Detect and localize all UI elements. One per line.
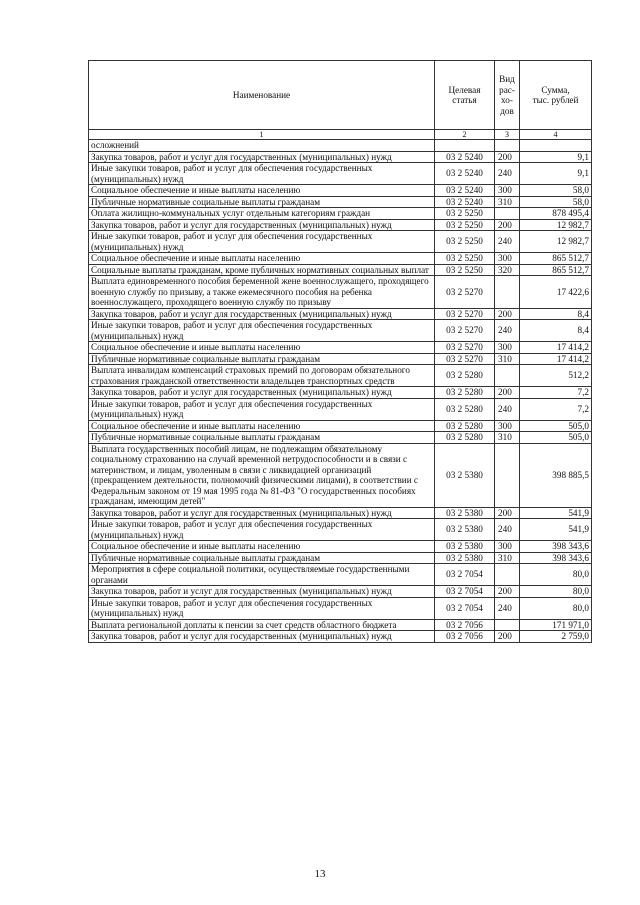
row-sum-cell: 512,2 [520,365,592,387]
column-number-2: 2 [435,130,495,140]
row-type-cell: 240 [495,398,520,420]
row-sum-cell: 17 414,2 [520,342,592,354]
table-row [89,151,592,163]
row-name-cell: Закупка товаров, работ и услуг для государственных (муниципальных) нужд [89,151,435,163]
row-type-cell: 300 [495,420,520,432]
column-number-4: 4 [520,130,592,140]
table-row [89,163,592,185]
row-target-cell: 03 2 5240 [435,163,495,185]
row-name-cell: Иные закупки товаров, работ и услуг для обеспечения государственных (муниципальных) нужд [89,231,435,253]
row-type-cell: 300 [495,253,520,265]
row-type-cell: 200 [495,219,520,231]
row-target-cell: 03 2 5270 [435,276,495,309]
row-sum-cell: 398 885,5 [520,443,592,507]
row-target-cell: 03 2 7056 [435,631,495,643]
row-name-cell: Оплата жилищно-коммунальных услуг отдельным категориям граждан [89,208,435,220]
row-name-cell: Выплата региональной доплаты к пенсии за счет средств областного бюджета [89,619,435,631]
row-sum-cell: 541,9 [520,519,592,541]
row-name-cell: Социальное обеспечение и иные выплаты населению [89,185,435,197]
row-sum-cell: 398 343,6 [520,541,592,553]
header-sum-line-1: Сумма, [541,84,570,95]
header-type-line-4: дов [500,105,514,116]
row-target-cell: 03 2 7056 [435,619,495,631]
row-type-cell [495,365,520,387]
row-name-cell: Социальное обеспечение и иные выплаты населению [89,420,435,432]
table-row [89,219,592,231]
header-type-line-2: рас- [499,84,515,95]
row-type-cell: 200 [495,151,520,163]
row-sum-cell: 80,0 [520,597,592,619]
table-row [89,519,592,541]
table-row [89,231,592,253]
row-name-cell: Выплата государственных пособий лицам, не подлежащим обязательному социальному страхованию на случай временной нетрудоспособности и в связи с материнством, и лицам, уволенным в связи с ликвидацией организаций (прекращением деятельности, полномочий физическими лицами), в соответствии с Федеральным законом от 19 мая 1995 года № 81-ФЗ "О государственных пособиях гражданам, имеющим детей" [89,443,435,507]
table-row [89,253,592,265]
row-target-cell: 03 2 5250 [435,219,495,231]
row-sum-cell: 878 495,4 [520,208,592,220]
row-name-cell: Иные закупки товаров, работ и услуг для обеспечения государственных (муниципальных) нужд [89,320,435,342]
row-sum-cell: 8,4 [520,320,592,342]
row-sum-cell: 541,9 [520,507,592,519]
row-target-cell: 03 2 5270 [435,342,495,354]
header-target-line-1: Целевая [448,84,481,95]
row-sum-cell: 7,2 [520,398,592,420]
row-type-cell: 200 [495,586,520,598]
table-row [89,353,592,365]
table-row [89,432,592,444]
row-name-cell: осложнений [89,140,435,152]
row-target-cell: 03 2 5270 [435,320,495,342]
row-type-cell [495,140,520,152]
row-sum-cell: 171 971,0 [520,619,592,631]
row-name-cell: Публичные нормативные социальные выплаты гражданам [89,353,435,365]
table-row [89,342,592,354]
row-type-cell [495,443,520,507]
row-target-cell: 03 2 7054 [435,597,495,619]
row-target-cell: 03 2 7054 [435,586,495,598]
row-name-cell: Мероприятия в сфере социальной политики, осуществляемые государственными органами [89,564,435,586]
header-target-line-2: статья [452,95,477,105]
row-target-cell: 03 2 5280 [435,398,495,420]
row-name-cell: Иные закупки товаров, работ и услуг для обеспечения государственных (муниципальных) нужд [89,398,435,420]
row-type-cell: 200 [495,631,520,643]
row-name-cell: Закупка товаров, работ и услуг для государственных (муниципальных) нужд [89,586,435,598]
row-name-cell: Иные закупки товаров, работ и услуг для обеспечения государственных (муниципальных) нужд [89,597,435,619]
row-type-cell: 200 [495,387,520,399]
row-sum-cell: 12 982,7 [520,219,592,231]
row-sum-cell: 9,1 [520,151,592,163]
row-sum-cell: 58,0 [520,185,592,197]
row-sum-cell: 58,0 [520,196,592,208]
table-row [89,185,592,197]
row-sum-cell: 17 422,6 [520,276,592,309]
row-sum-cell: 865 512,7 [520,253,592,265]
row-target-cell: 03 2 5240 [435,196,495,208]
row-sum-cell: 80,0 [520,564,592,586]
row-sum-cell: 12 982,7 [520,231,592,253]
row-name-cell: Иные закупки товаров, работ и услуг для обеспечения государственных (муниципальных) нужд [89,163,435,185]
row-target-cell: 03 2 5380 [435,552,495,564]
row-target-cell: 03 2 5380 [435,443,495,507]
row-sum-cell: 17 414,2 [520,353,592,365]
table-row [89,208,592,220]
table-row [89,140,592,152]
header-target [435,61,495,130]
row-sum-cell: 865 512,7 [520,264,592,276]
row-target-cell: 03 2 5280 [435,420,495,432]
row-type-cell: 300 [495,342,520,354]
row-name-cell: Социальные выплаты гражданам, кроме публичных нормативных социальных выплат [89,264,435,276]
row-sum-cell: 7,2 [520,387,592,399]
row-target-cell: 03 2 5270 [435,308,495,320]
row-name-cell: Социальное обеспечение и иные выплаты населению [89,253,435,265]
table-row [89,420,592,432]
table-row [89,619,592,631]
table-row [89,308,592,320]
row-target-cell [435,140,495,152]
row-type-cell: 310 [495,552,520,564]
row-target-cell: 03 2 5240 [435,151,495,163]
row-name-cell: Закупка товаров, работ и услуг для государственных (муниципальных) нужд [89,387,435,399]
row-name-cell: Закупка товаров, работ и услуг для государственных (муниципальных) нужд [89,219,435,231]
row-name-cell: Публичные нормативные социальные выплаты гражданам [89,432,435,444]
row-target-cell: 03 2 5380 [435,507,495,519]
table-row [89,276,592,309]
row-target-cell: 03 2 5380 [435,519,495,541]
row-sum-cell: 398 343,6 [520,552,592,564]
table-row [89,507,592,519]
table-row [89,586,592,598]
row-target-cell: 03 2 5250 [435,253,495,265]
row-type-cell: 300 [495,541,520,553]
row-name-cell: Иные закупки товаров, работ и услуг для обеспечения государственных (муниципальных) нужд [89,519,435,541]
row-sum-cell: 8,4 [520,308,592,320]
row-target-cell: 03 2 5380 [435,541,495,553]
row-name-cell: Социальное обеспечение и иные выплаты населению [89,342,435,354]
row-type-cell [495,564,520,586]
row-type-cell [495,276,520,309]
row-name-cell: Закупка товаров, работ и услуг для государственных (муниципальных) нужд [89,507,435,519]
table-row [89,196,592,208]
row-sum-cell: 9,1 [520,163,592,185]
page-number: 13 [314,868,326,880]
row-target-cell: 03 2 5280 [435,365,495,387]
row-type-cell: 310 [495,432,520,444]
row-type-cell: 240 [495,597,520,619]
table-row [89,443,592,507]
header-type-line-1: Вид [499,74,515,84]
row-name-cell: Выплата единовременного пособия беременной жене военнослужащего, проходящего военную службу по призыву, а также ежемесячного пособия на ребенка военнослужащего, проходящего военную службу по призыву [89,276,435,309]
table-header-row [89,61,592,130]
row-type-cell: 320 [495,264,520,276]
row-name-cell: Закупка товаров, работ и услуг для государственных (муниципальных) нужд [89,308,435,320]
row-target-cell: 03 2 5250 [435,231,495,253]
row-type-cell [495,208,520,220]
row-type-cell [495,619,520,631]
header-name: Наименование [89,61,435,130]
row-target-cell: 03 2 5250 [435,264,495,276]
table-row [89,398,592,420]
table-row [89,365,592,387]
table-row [89,387,592,399]
row-name-cell: Публичные нормативные социальные выплаты гражданам [89,196,435,208]
row-type-cell: 310 [495,196,520,208]
table-row [89,552,592,564]
header-type [495,61,520,130]
row-type-cell: 240 [495,519,520,541]
table-row [89,597,592,619]
row-type-cell: 240 [495,231,520,253]
table-row [89,631,592,643]
row-target-cell: 03 2 5280 [435,432,495,444]
row-sum-cell [520,140,592,152]
column-number-row [89,130,592,140]
row-type-cell: 310 [495,353,520,365]
column-number-3: 3 [495,130,520,140]
header-sum [520,61,592,130]
table-row [89,541,592,553]
row-name-cell: Публичные нормативные социальные выплаты гражданам [89,552,435,564]
row-type-cell: 240 [495,163,520,185]
row-target-cell: 03 2 5240 [435,185,495,197]
row-type-cell: 200 [495,507,520,519]
row-sum-cell: 505,0 [520,432,592,444]
row-type-cell: 200 [495,308,520,320]
column-number-1: 1 [89,130,435,140]
row-name-cell: Социальное обеспечение и иные выплаты населению [89,541,435,553]
table-row [89,320,592,342]
table-row [89,264,592,276]
budget-table [88,60,592,643]
row-type-cell: 300 [495,185,520,197]
row-sum-cell: 2 759,0 [520,631,592,643]
table-body [89,140,592,643]
row-target-cell: 03 2 5280 [435,387,495,399]
row-sum-cell: 80,0 [520,586,592,598]
row-target-cell: 03 2 5250 [435,208,495,220]
header-type-line-3: хо- [501,95,513,105]
table-row [89,564,592,586]
row-name-cell: Выплата инвалидам компенсаций страховых премий по договорам обязательного страхования гражданской ответственности владельцев транспортных средств [89,365,435,387]
row-sum-cell: 505,0 [520,420,592,432]
row-name-cell: Закупка товаров, работ и услуг для государственных (муниципальных) нужд [89,631,435,643]
row-target-cell: 03 2 7054 [435,564,495,586]
row-type-cell: 240 [495,320,520,342]
header-sum-line-2: тыс. рублей [532,95,579,105]
row-target-cell: 03 2 5270 [435,353,495,365]
